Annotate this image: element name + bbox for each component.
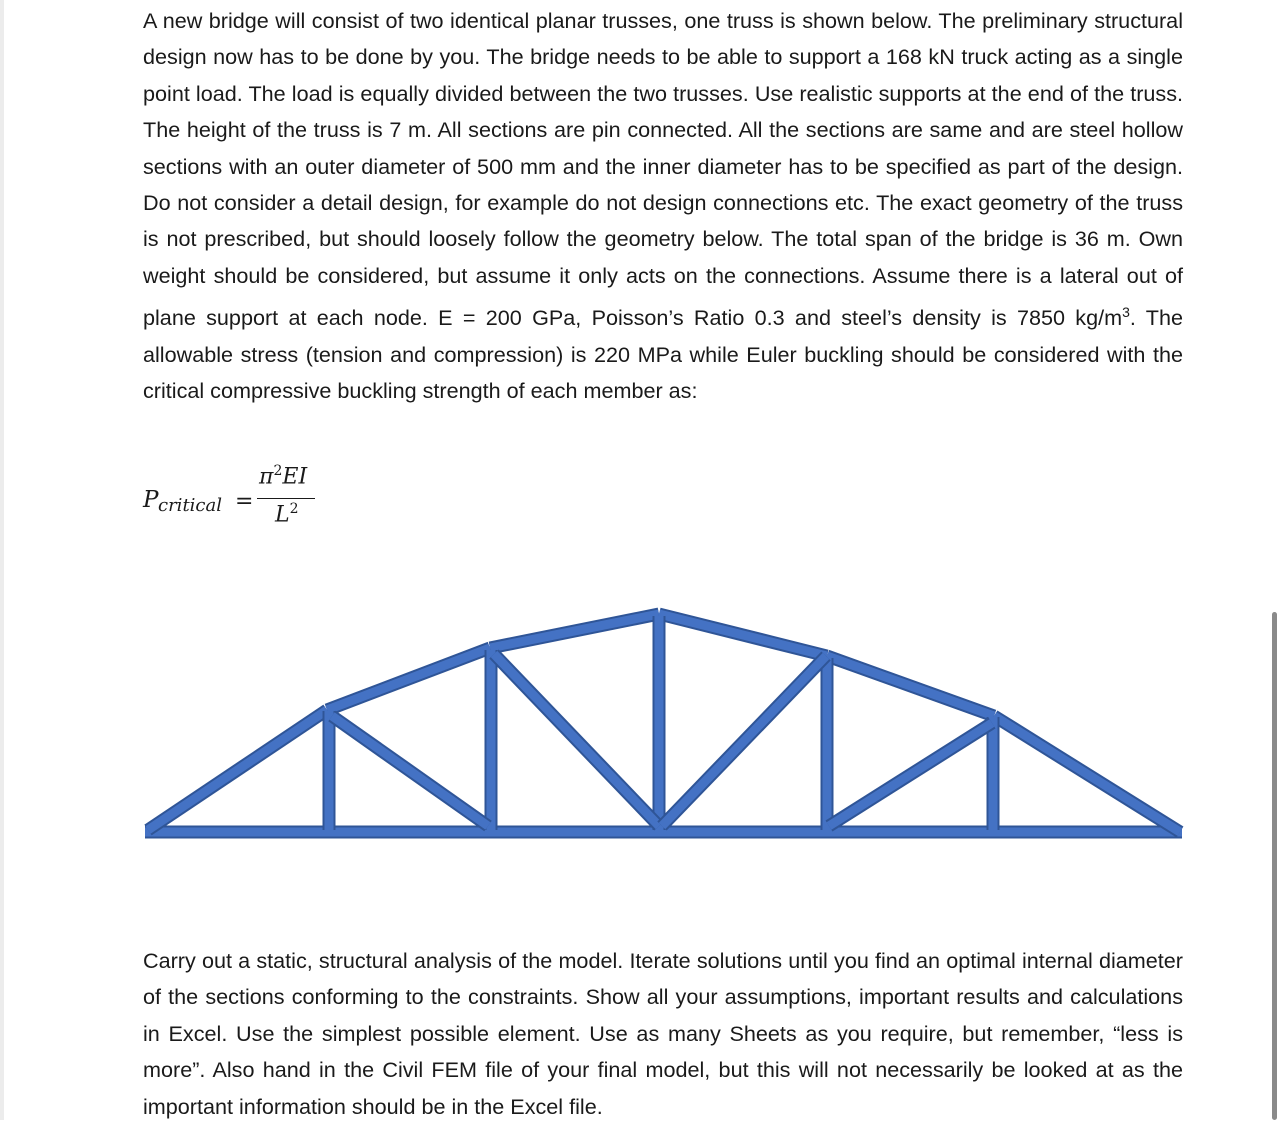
formula-numerator (259, 463, 307, 489)
formula-ei: EI (282, 464, 308, 490)
intro-tail-text: . The allowable stress (tension and compression) is 220 MPa while Euler buckling should be considered with the critical compressive buckling strength of each member as: (143, 305, 1183, 404)
truss-member-top-chord-4 (827, 656, 994, 716)
formula-denominator (275, 501, 299, 527)
closing-paragraph: Carry out a static, structural analysis of the model. Iterate solutions until you find an optimal internal diameter of the sections conforming to the constraints. Show all your assumptions, important results and calculations in Excel. Use the simplest possible element. Use as many Sheets as you require, but remember, “less is more”. Also hand in the Civil FEM file of your final model, but this will not necessarily be looked at as the important information should be in the Excel file. (143, 948, 1183, 1119)
truss-member-diagonal-3 (662, 656, 826, 826)
truss-member-end-post-left (148, 710, 327, 830)
formula-lhs-subscript: critical (158, 495, 223, 516)
truss-member-top-chord-2 (490, 614, 659, 648)
truss-members (145, 614, 1182, 832)
intro-text: A new bridge will consist of two identical planar trusses, one truss is shown below. The preliminary structural design now has to be done by you. The bridge needs to be able to support a 168 kN truck acting as a single point load. The load is equally divided between the two trusses. Use realistic supports at the end of the truss. The height of the truss is 7 m. All sections are pin connected. All the sections are same and are steel hollow sections with an outer diameter of 500 mm and the inner diameter has to be specified as part of the design. Do not consider a detail design, for example do not design connections etc. The exact geometry of the truss is not prescribed, but should loosely follow the geometry below. The total span of the bridge is 36 m. Own weight should be considered, but assume it only acts on the connections. Assume there is a lateral out of plane support at each node. E = 200 GPa, Poisson’s Ratio 0.3 and steel’s density is 7850 kg/m (143, 8, 1183, 331)
formula-l-power: 2 (289, 501, 299, 517)
formula-l: L (275, 502, 290, 528)
euler-buckling-formula (143, 460, 403, 540)
truss-member-diagonal-4 (829, 723, 992, 826)
truss-member-top-chord-1 (327, 648, 490, 710)
truss-member-end-post-right (994, 716, 1180, 832)
scrollbar-thumb[interactable] (1272, 612, 1277, 1120)
formula-lhs-symbol: P (143, 487, 159, 513)
formula-fraction-bar (257, 498, 315, 499)
truss-member-diagonal-1 (332, 716, 488, 826)
formula-pi: π (259, 464, 274, 490)
intro-paragraph (143, 3, 1183, 410)
cubic-superscript: 3 (1122, 304, 1130, 321)
formula-pi-power: 2 (273, 463, 283, 479)
formula-equals: = (235, 489, 254, 514)
truss-diagram (0, 560, 1284, 880)
truss-member-top-chord-3 (659, 614, 827, 656)
truss-member-diagonal-2 (494, 654, 659, 826)
